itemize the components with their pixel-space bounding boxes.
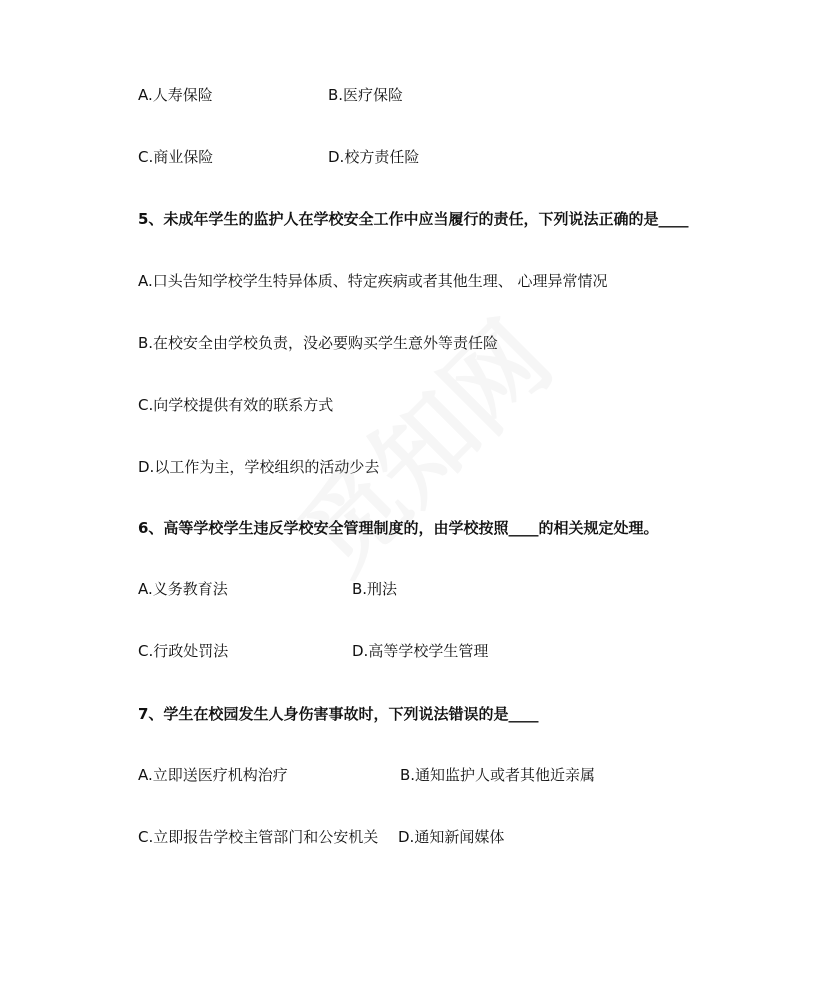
q5-option-d: D.以工作为主，学校组织的活动少去 [138,458,380,476]
q5-option-c: C.向学校提供有效的联系方式 [138,396,334,414]
q6-option-a: A.义务教育法 [138,580,228,598]
q4-option-a: A.人寿保险 [138,86,213,104]
q5-option-b: B.在校安全由学校负责，没必要购买学生意外等责任险 [138,334,499,352]
q4-option-b: B.医疗保险 [328,86,404,104]
q6-option-d: D.高等学校学生管理 [352,642,489,660]
q7-option-c: C.立即报告学校主管部门和公安机关 [138,828,379,846]
q6-option-b: B.刑法 [352,580,398,598]
q7-option-a: A.立即送医疗机构治疗 [138,766,288,784]
q5-question: 5、未成年学生的监护人在学校安全工作中应当履行的责任，下列说法正确的是____ [138,210,689,228]
q7-question: 7、学生在校园发生人身伤害事故时，下列说法错误的是____ [138,705,539,723]
q7-option-d: D.通知新闻媒体 [398,828,505,846]
q4-option-d: D.校方责任险 [328,148,420,166]
q6-question: 6、高等学校学生违反学校安全管理制度的，由学校按照____的相关规定处理。 [138,519,659,537]
q6-option-c: C.行政处罚法 [138,642,229,660]
q7-option-b: B.通知监护人或者其他近亲属 [400,766,596,784]
q5-option-a: A.口头告知学校学生特异体质、特定疾病或者其他生理、 心理异常情况 [138,272,608,290]
q4-option-c: C.商业保险 [138,148,214,166]
